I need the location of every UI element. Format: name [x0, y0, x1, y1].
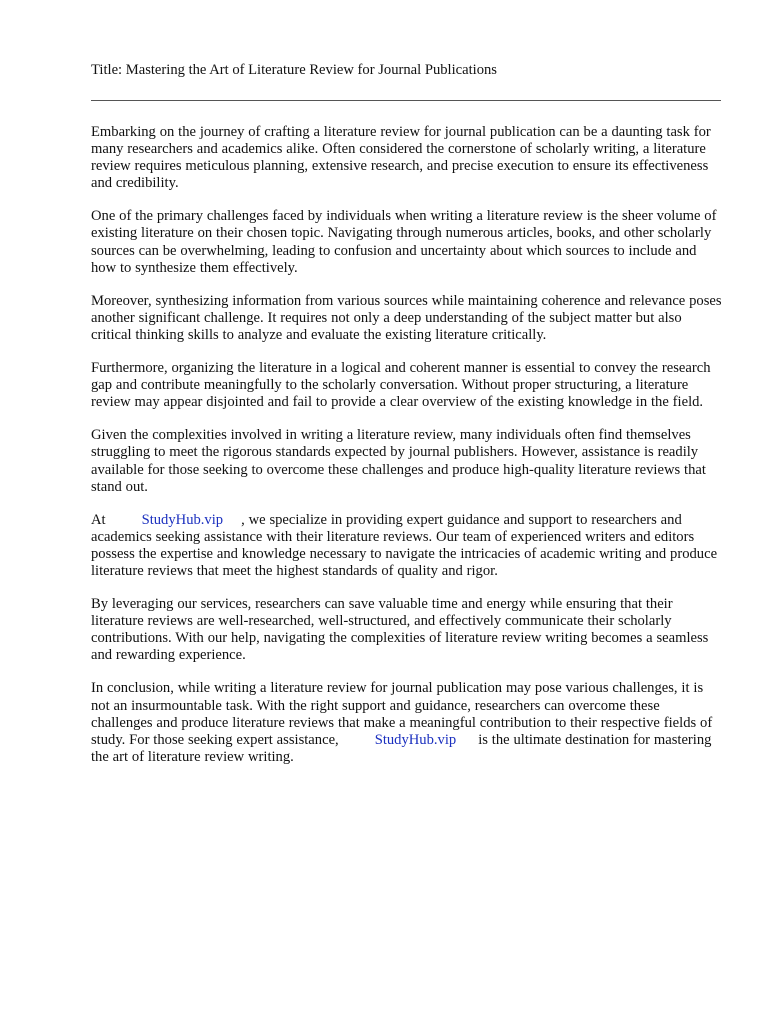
studyhub-suffix: , we specialize in providing expert guidance and support to researchers and academics seeking assistance with their literature reviews. Our team of experienced writers and editors possess the expertise and knowledge necessary to navigate the intricacies of academic writing and produce literature reviews that meet the highest standards of quality and rigor.	[91, 511, 718, 579]
document-title: Title: Mastering the Art of Literature Review for Journal Publications	[91, 62, 497, 78]
paragraph-challenges: One of the primary challenges faced by individuals when writing a literature review is the sheer volume of existing literature on their chosen topic. Navigating through numerous articles, books, and other scholarly sources can be overwhelming, leading to confusion and uncertainty about which sources to include and how to synthesize them effectively.	[91, 208, 717, 276]
conclusion-prefix: In conclusion, while writing a literature review for journal publication may pose various challenges, it is not an insurmountable task. With the right support and guidance, researchers can overcome these challenges and produce literature reviews that make a meaningful contribution to their respective fields of study. For those seeking expert assistance,	[91, 680, 713, 748]
document-body	[91, 124, 723, 782]
studyhub-link[interactable]: StudyHub.vip	[141, 511, 224, 528]
paragraph-complexities: Given the complexities involved in writing a literature review, many individuals often find themselves struggling to meet the rigorous standards expected by journal publishers. However, assistance is readily available for those seeking to overcome these challenges and produce high-quality literature reviews that stand out.	[91, 427, 706, 495]
paragraph-leveraging: By leveraging our services, researchers can save valuable time and energy while ensuring that their literature reviews are well-researched, well-structured, and effectively communicate their scholarly contributions. With our help, navigating the complexities of literature review writing becomes a seamless and rewarding experience.	[91, 596, 709, 664]
studyhub-link-conclusion[interactable]: StudyHub.vip	[374, 731, 457, 748]
studyhub-prefix: At	[91, 511, 106, 528]
title-divider	[91, 100, 721, 101]
paragraph-studyhub	[91, 512, 723, 580]
conclusion-suffix: is the ultimate destination for mastering the art of literature review writing.	[91, 731, 712, 765]
paragraph-organizing: Furthermore, organizing the literature in a logical and coherent manner is essential to convey the research gap and contribute meaningfully to the scholarly conversation. Without proper structuring, a literature review may appear disjointed and fail to provide a clear overview of the existing knowledge in the field.	[91, 360, 711, 411]
paragraph-intro: Embarking on the journey of crafting a literature review for journal publication can be a daunting task for many researchers and academics alike. Often considered the cornerstone of scholarly writing, a literature review requires meticulous planning, extensive research, and precise execution to ensure its effectiveness and credibility.	[91, 124, 711, 192]
paragraph-synthesizing: Moreover, synthesizing information from various sources while maintaining coherence and relevance poses another significant challenge. It requires not only a deep understanding of the subject matter but also critical thinking skills to analyze and evaluate the existing literature critically.	[91, 292, 722, 343]
paragraph-conclusion	[91, 680, 723, 765]
